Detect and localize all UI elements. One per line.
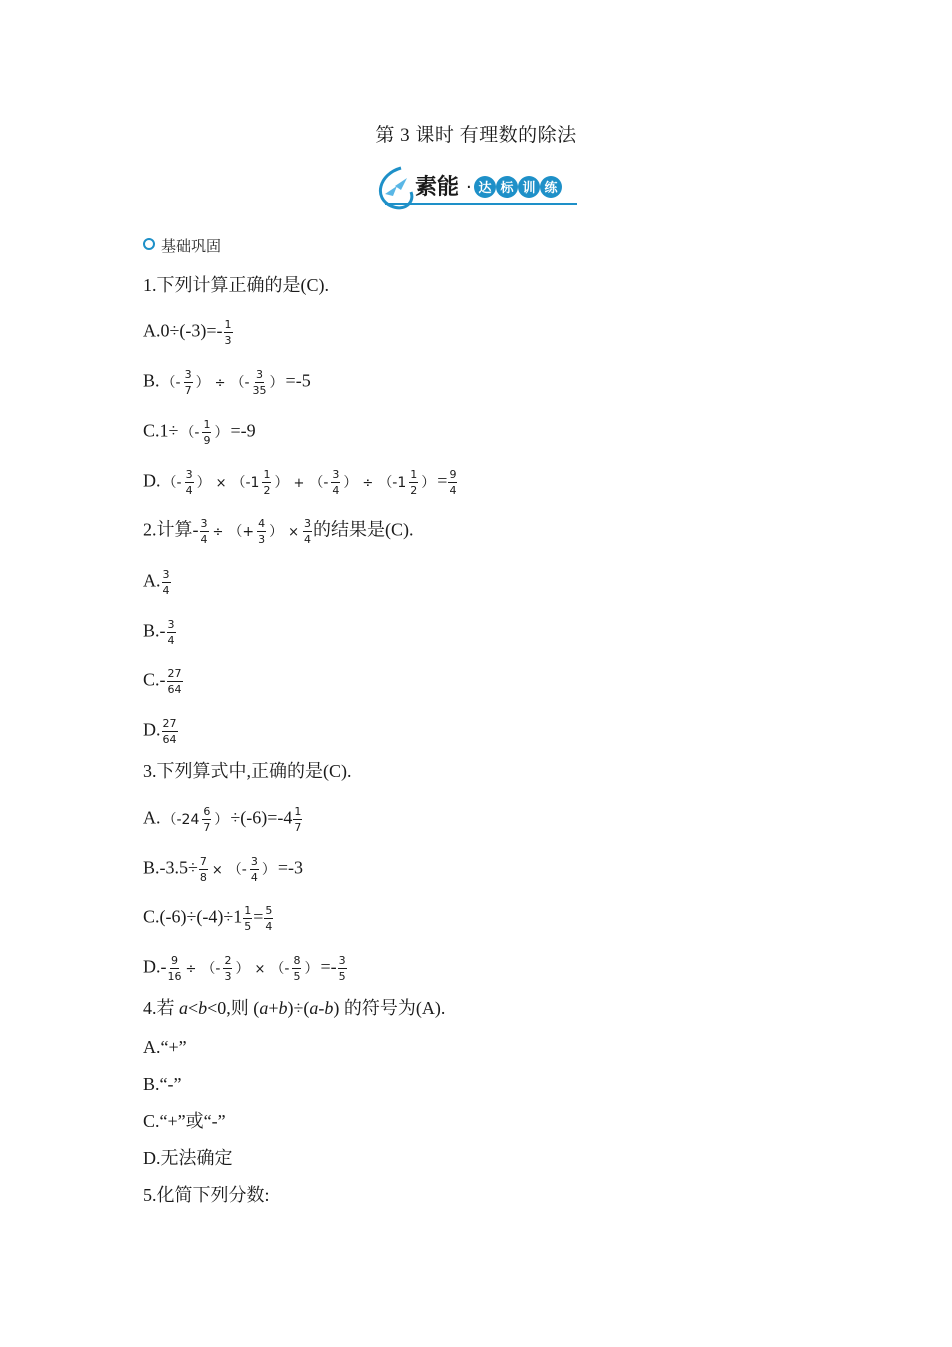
fraction: $\frac{3}{4}$ (304, 517, 312, 546)
q3-option-b: B.-3.5÷ $\frac{7}{8}$ × （- $\frac{3}{4}$ ） =-3 (143, 855, 304, 884)
svg-text:·: · (466, 177, 472, 198)
circle-bullet-icon (143, 238, 155, 250)
q1-option-c: C.1÷ （- $\frac{1}{9}$ ） =-9 (143, 418, 256, 447)
fraction: $\frac{3}{7}$ (184, 368, 192, 397)
q4-stem: 4.若 a<b<0,则 (a+b)÷(a-b) 的符号为(A). (143, 998, 446, 1018)
q1-option-d: D. （- $\frac{3}{4}$ ） × （-1 $\frac{1}{2}$ ） + （- $\frac{3}{4}$ ） ÷ （-1 $\frac{1}{2}$ ） = $\frac{9}{4}$ (143, 468, 457, 497)
fraction: $\frac{1}{2}$ (410, 468, 418, 497)
fraction: $\frac{27}{64}$ (167, 667, 182, 696)
fraction: $\frac{1}{3}$ (224, 318, 232, 347)
badge-1: 达 (478, 181, 492, 196)
q4-option-a: A.“+” (143, 1037, 187, 1057)
fraction: $\frac{27}{64}$ (162, 717, 177, 746)
banner-logo (371, 160, 583, 212)
banner-badges (474, 176, 562, 198)
q4-option-b: B.“-” (143, 1074, 182, 1094)
q2-option-c: C.- $\frac{27}{64}$ (143, 667, 182, 696)
fraction: $\frac{6}{7}$ (203, 805, 211, 834)
q3-option-a: A. （-24 $\frac{6}{7}$ ） ÷(-6)=-4 $\frac{1}{7}$ (143, 805, 302, 834)
fraction: $\frac{4}{3}$ (258, 517, 266, 546)
fraction: $\frac{8}{5}$ (293, 954, 301, 983)
bird-icon (385, 178, 407, 196)
fraction: $\frac{1}{5}$ (244, 904, 252, 933)
q2-option-d: D. $\frac{27}{64}$ (143, 717, 177, 746)
q4-option-c: C.“+”或“-” (143, 1111, 226, 1131)
fraction: $\frac{3}{4}$ (167, 618, 175, 647)
q3-option-d: D.- $\frac{9}{16}$ ÷ （- $\frac{2}{3}$ ） × （- $\frac{8}{5}$ ） =- $\frac{3}{5}$ (143, 954, 346, 983)
fraction: $\frac{3}{35}$ (252, 368, 267, 397)
lesson-title: 第 3 课时 有理数的除法 (375, 125, 577, 146)
fraction: $\frac{3}{4}$ (200, 517, 208, 546)
fraction: $\frac{3}{4}$ (250, 855, 258, 884)
q1-stem: 1.下列计算正确的是(C). (143, 275, 329, 295)
fraction: $\frac{9}{16}$ (167, 954, 182, 983)
q1-option-b: B. （- $\frac{3}{7}$ ） ÷ （- $\frac{3}{35}$ ） =-5 (143, 368, 311, 397)
q1-option-a: A.0÷(-3)=- $\frac{1}{3}$ (143, 318, 232, 347)
badge-2: 标 (500, 181, 514, 196)
fraction: $\frac{1}{9}$ (203, 418, 211, 447)
q5-stem: 5.化简下列分数: (143, 1185, 270, 1205)
badge-4: 练 (544, 181, 558, 196)
fraction: $\frac{1}{2}$ (263, 468, 271, 497)
fraction: $\frac{7}{8}$ (199, 855, 207, 884)
fraction: $\frac{3}{4}$ (332, 468, 340, 497)
fraction: $\frac{3}{4}$ (185, 468, 193, 497)
q3-stem: 3.下列算式中,正确的是(C). (143, 761, 352, 781)
q2-option-a: A. $\frac{3}{4}$ (143, 568, 170, 597)
fraction: $\frac{9}{4}$ (449, 468, 457, 497)
q3-option-c: C.(-6)÷(-4)÷1 $\frac{1}{5}$ = $\frac{5}{4}$ (143, 904, 273, 933)
fraction: $\frac{3}{5}$ (338, 954, 346, 983)
fraction: $\frac{2}{3}$ (224, 954, 232, 983)
fraction: $\frac{1}{7}$ (294, 805, 302, 834)
section-heading: 基础巩固 (143, 235, 221, 256)
q2-option-b: B.- $\frac{3}{4}$ (143, 618, 175, 647)
q2-stem: 2.计算- $\frac{3}{4}$ ÷ （+ $\frac{4}{3}$ ） × $\frac{3}{4}$ 的结果是(C). (143, 517, 414, 546)
badge-3: 训 (522, 181, 536, 196)
banner-main-text: 素能 (415, 175, 460, 200)
fraction: $\frac{5}{4}$ (265, 904, 273, 933)
q4-option-d: D.无法确定 (143, 1148, 233, 1168)
fraction: $\frac{3}{4}$ (162, 568, 170, 597)
